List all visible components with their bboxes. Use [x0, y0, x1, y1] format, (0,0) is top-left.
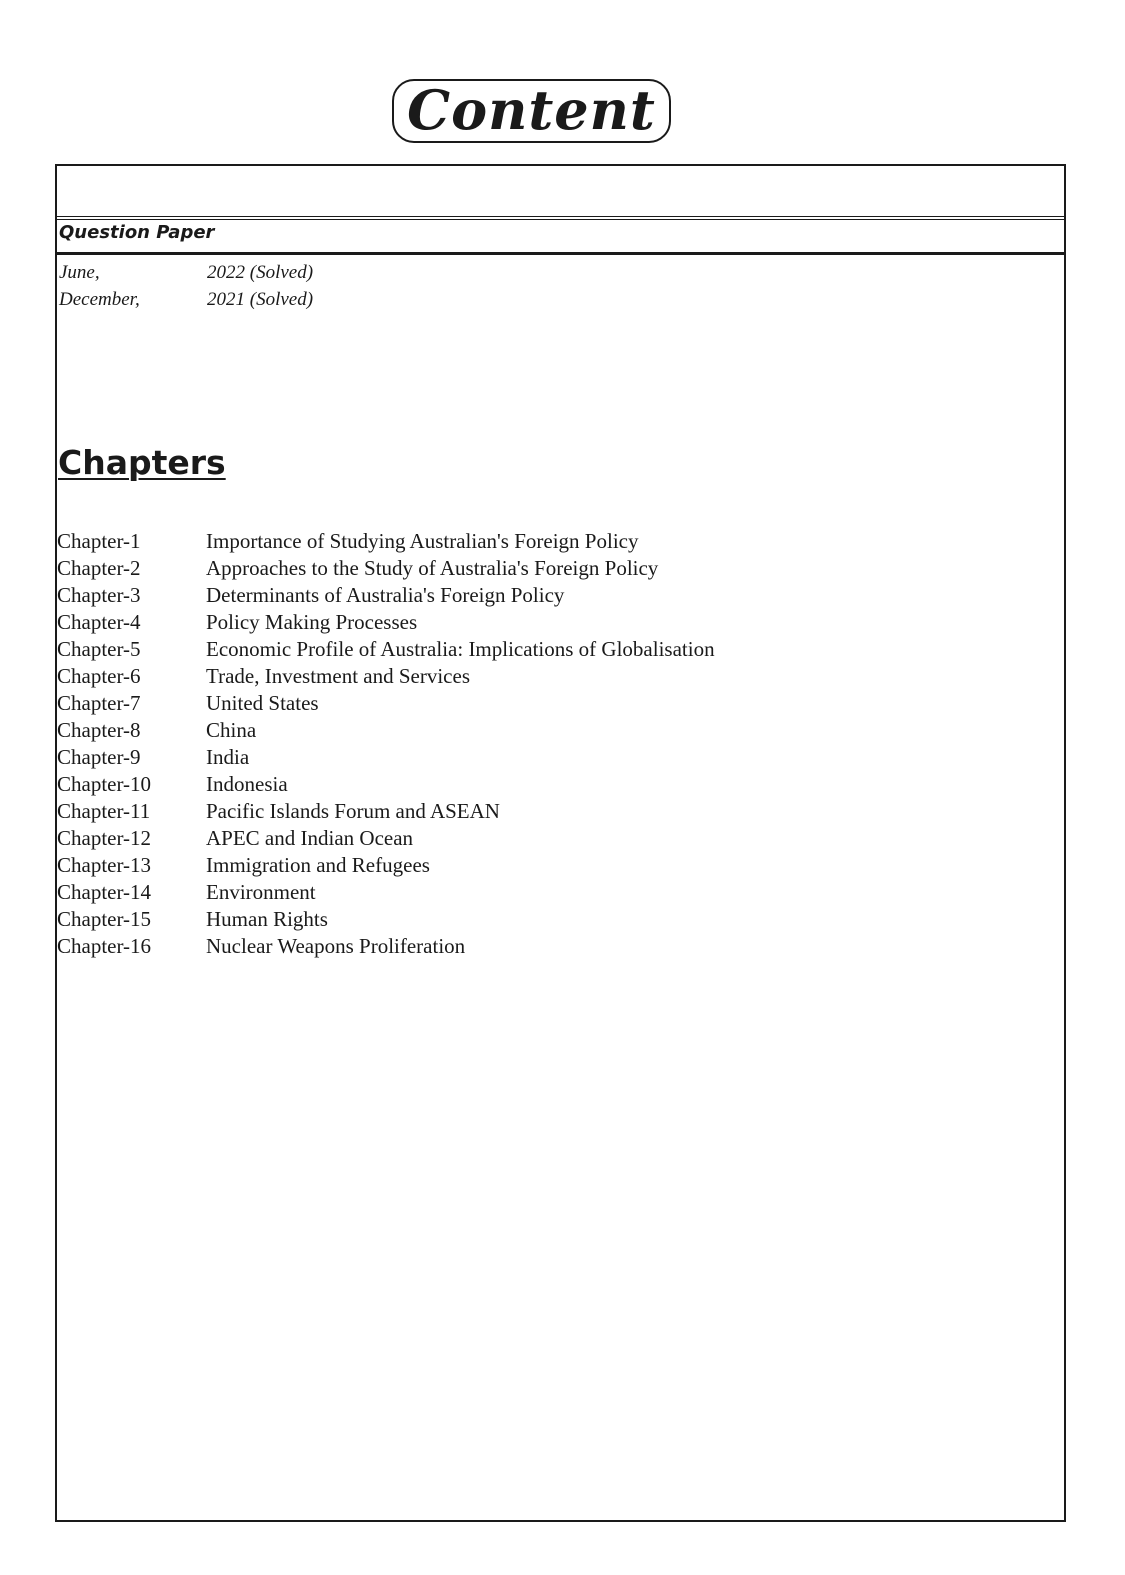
- chapter-title: Trade, Investment and Services: [206, 664, 470, 688]
- chapter-number: Chapter-12: [57, 826, 152, 850]
- chapter-number: Chapter-7: [57, 691, 141, 715]
- chapter-number: Chapter-13: [57, 853, 152, 877]
- chapter-title: China: [206, 718, 257, 742]
- chapter-number: Chapter-4: [57, 610, 141, 634]
- chapter-number: Chapter-1: [57, 529, 141, 553]
- paper-month: December,: [59, 289, 140, 310]
- chapter-title: India: [206, 745, 250, 769]
- chapter-title: Approaches to the Study of Australia's Foreign Policy: [206, 556, 659, 580]
- chapter-number: Chapter-15: [57, 907, 152, 931]
- chapter-title: Economic Profile of Australia: Implications of Globalisation: [206, 637, 715, 661]
- paper-year: 2022 (Solved): [207, 262, 314, 283]
- chapters-heading: Chapters: [58, 443, 226, 482]
- question-paper-list: [59, 259, 313, 313]
- chapter-row: [57, 528, 715, 555]
- chapter-title: United States: [206, 691, 319, 715]
- page-title-box: [392, 79, 671, 143]
- question-paper-row: [59, 259, 313, 286]
- chapter-number: Chapter-11: [57, 799, 151, 823]
- chapter-number: Chapter-6: [57, 664, 141, 688]
- chapter-title: Importance of Studying Australian's Foreign Policy: [206, 529, 639, 553]
- chapter-row: [57, 906, 715, 933]
- chapter-row: [57, 717, 715, 744]
- chapter-row: [57, 852, 715, 879]
- chapter-number: Chapter-9: [57, 745, 141, 769]
- chapter-title: Nuclear Weapons Proliferation: [206, 934, 466, 958]
- chapter-row: [57, 744, 715, 771]
- chapter-row: [57, 609, 715, 636]
- paper-month: June,: [59, 262, 100, 283]
- chapter-row: [57, 825, 715, 852]
- chapter-row: [57, 771, 715, 798]
- content-frame: [55, 164, 1066, 1522]
- question-paper-label: Question Paper: [59, 222, 215, 243]
- chapter-number: Chapter-16: [57, 934, 152, 958]
- chapter-row: [57, 690, 715, 717]
- chapter-title: Environment: [206, 880, 316, 904]
- chapter-number: Chapter-8: [57, 718, 141, 742]
- chapter-number: Chapter-5: [57, 637, 141, 661]
- chapter-row: [57, 879, 715, 906]
- chapter-title: Immigration and Refugees: [206, 853, 430, 877]
- chapter-title: Policy Making Processes: [206, 610, 418, 634]
- chapter-number: Chapter-3: [57, 583, 141, 607]
- double-divider: [57, 216, 1064, 220]
- chapter-row: [57, 555, 715, 582]
- chapter-title: APEC and Indian Ocean: [206, 826, 414, 850]
- chapter-title: Pacific Islands Forum and ASEAN: [206, 799, 500, 823]
- thick-divider: [57, 252, 1064, 255]
- chapter-number: Chapter-2: [57, 556, 141, 580]
- chapter-row: [57, 663, 715, 690]
- chapter-list: [57, 528, 715, 960]
- chapter-title: Human Rights: [206, 907, 328, 931]
- chapter-row: [57, 636, 715, 663]
- chapter-number: Chapter-10: [57, 772, 152, 796]
- chapter-row: [57, 582, 715, 609]
- chapter-title: Indonesia: [206, 772, 288, 796]
- question-paper-row: [59, 286, 313, 313]
- chapter-title: Determinants of Australia's Foreign Policy: [206, 583, 565, 607]
- chapter-number: Chapter-14: [57, 880, 152, 904]
- page-title: Content: [407, 78, 656, 142]
- chapter-row: [57, 798, 715, 825]
- chapter-row: [57, 933, 715, 960]
- paper-year: 2021 (Solved): [207, 289, 314, 310]
